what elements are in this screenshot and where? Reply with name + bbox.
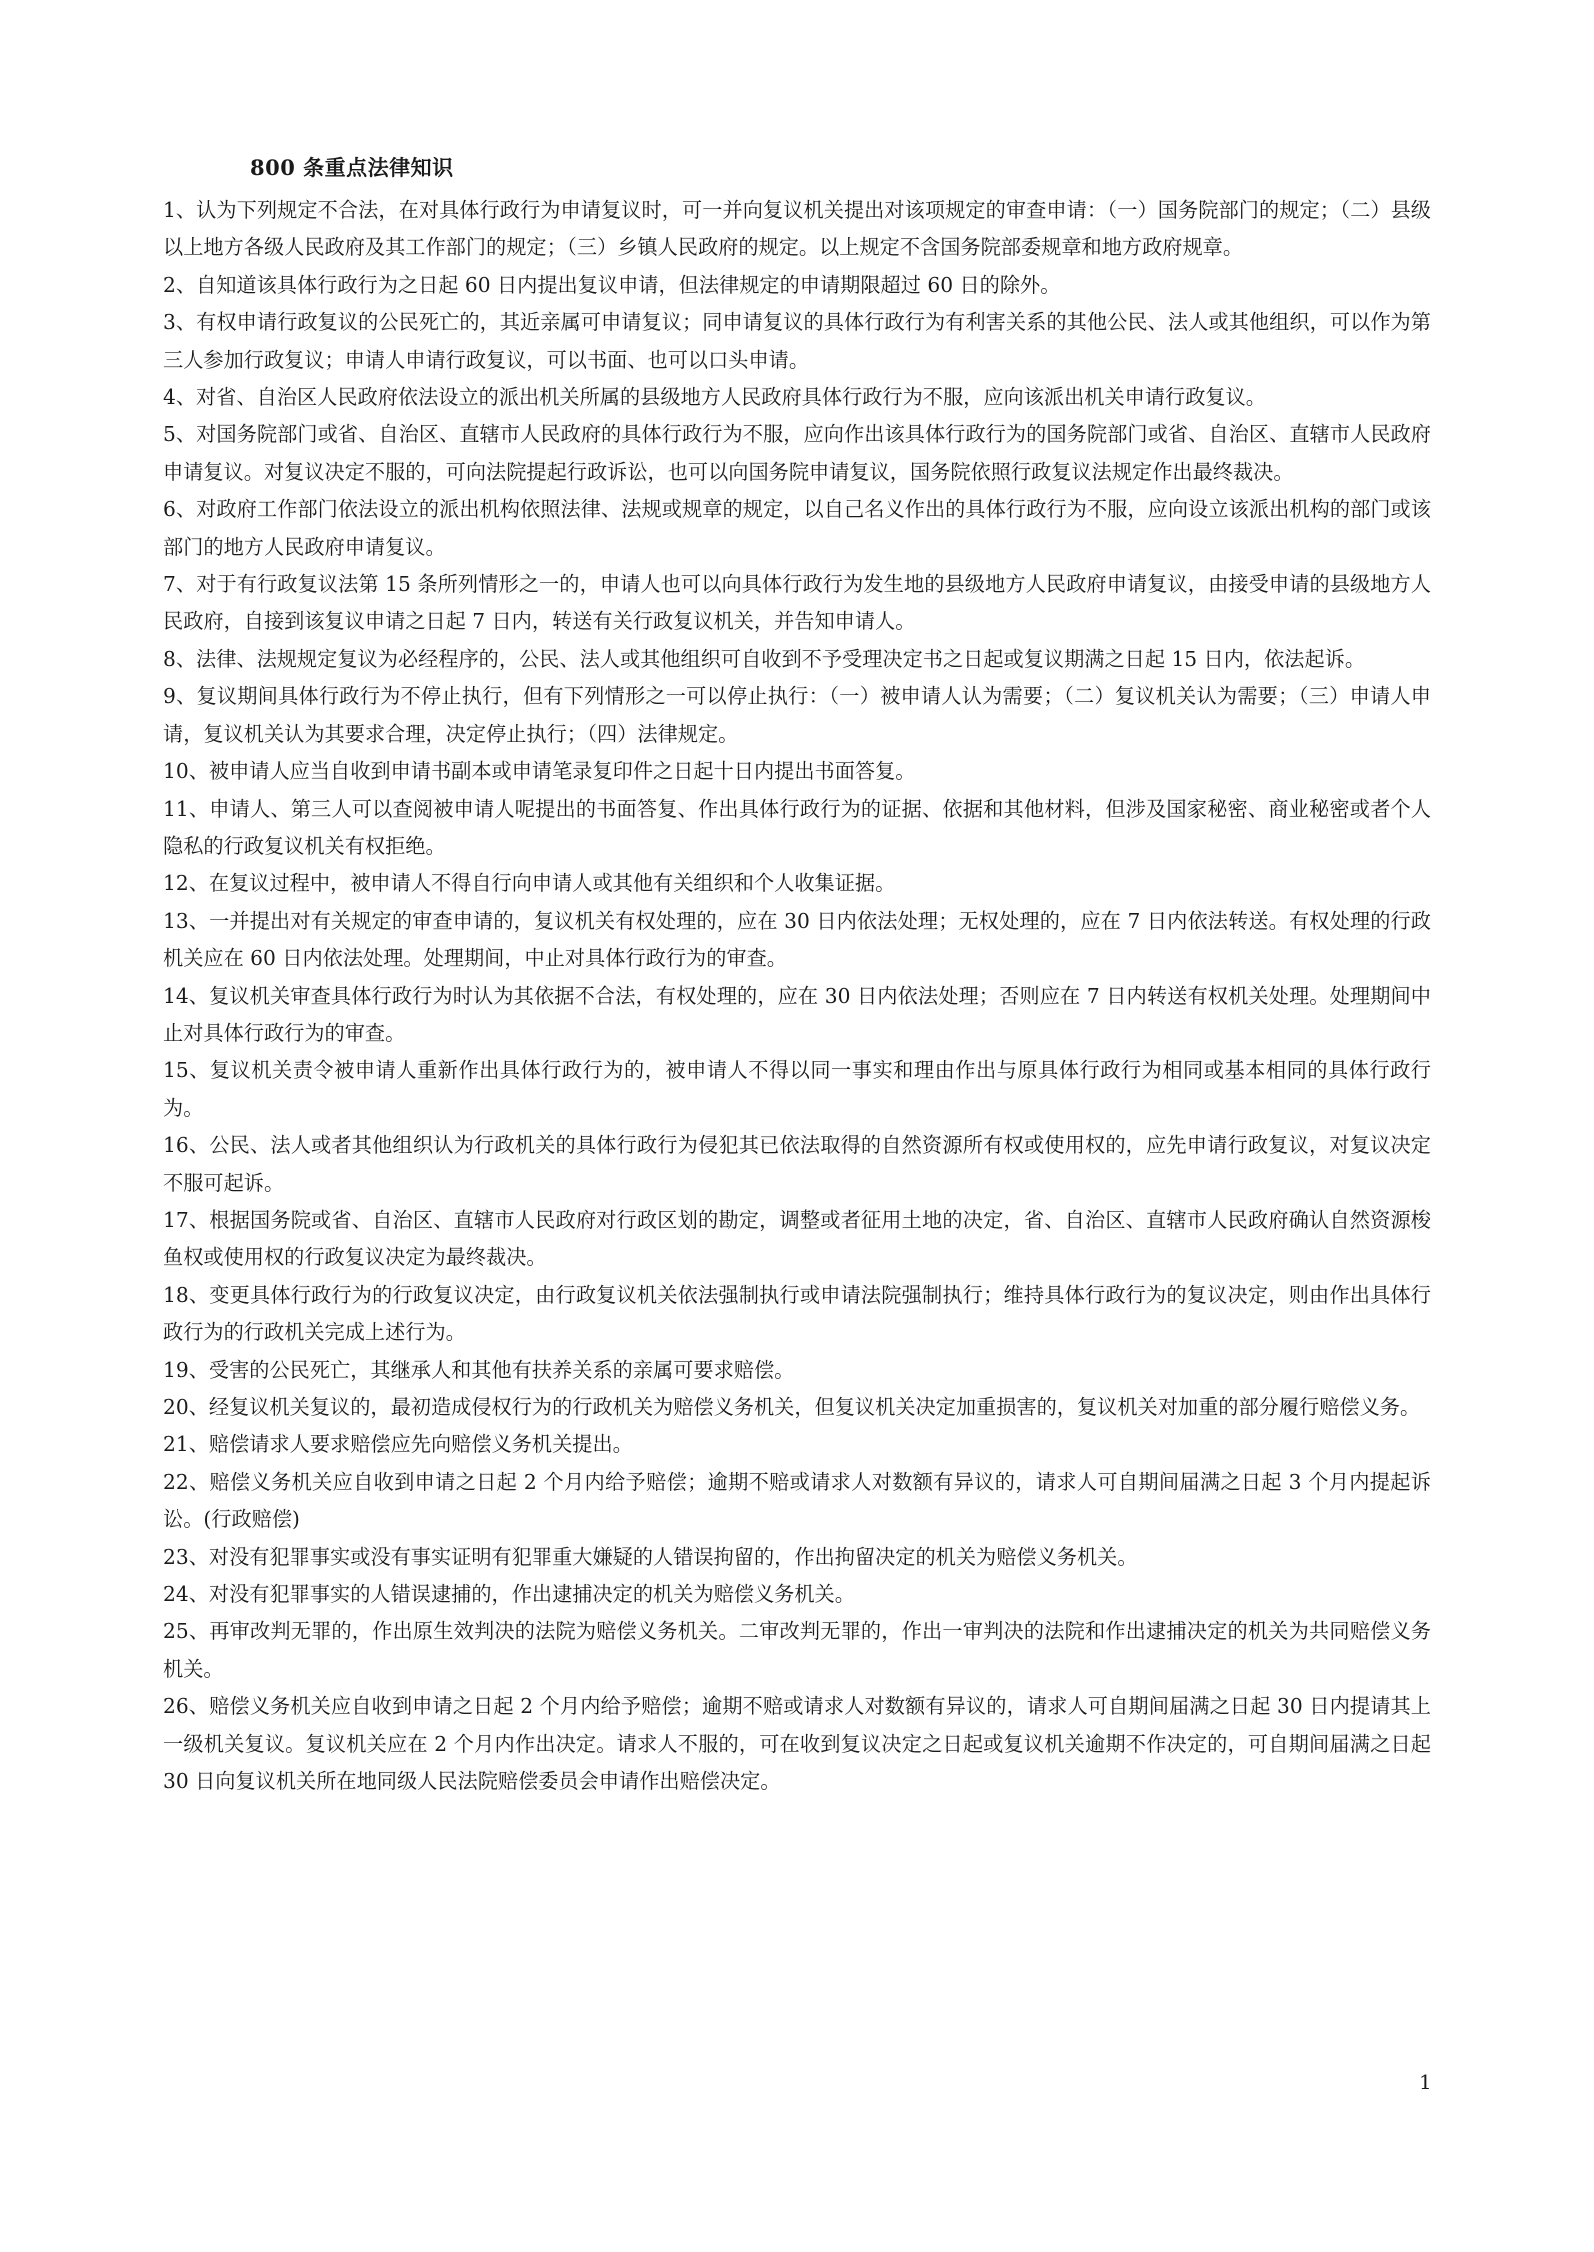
paragraph-8: 8、法律、法规规定复议为必经程序的，公民、法人或其他组织可自收到不予受理决定书之日起或复议期满之日起 15 日内，依法起诉。: [163, 646, 1366, 671]
paragraph-2: 2、自知道该具体行政行为之日起 60 日内提出复议申请，但法律规定的申请期限超过 60 日的除外。: [163, 272, 1061, 297]
paragraph-10: 10、被申请人应当自收到申请书副本或申请笔录复印件之日起十日内提出书面答复。: [163, 759, 916, 784]
paragraph-12: 12、在复议过程中，被申请人不得自行向申请人或其他有关组织和个人收集证据。: [163, 871, 896, 896]
document-body: [163, 192, 1431, 1800]
paragraph-3: 3、有权申请行政复议的公民死亡的，其近亲属可申请复议；同申请复议的具体行政行为有利害关系的其他公民、法人或其他组织，可以作为第三人参加行政复议；申请人申请行政复议，可以书面、也可以口头申请。: [163, 310, 1431, 372]
paragraph-9: 9、复议期间具体行政行为不停止执行，但有下列情形之一可以停止执行：（一）被申请人认为需要；（二）复议机关认为需要；（三）申请人申请，复议机关认为其要求合理，决定停止执行；（四）法律规定。: [163, 684, 1431, 746]
paragraph-26: 26、赔偿义务机关应自收到申请之日起 2 个月内给予赔偿；逾期不赔或请求人对数额有异议的，请求人可自期间届满之日起 30 日内提请其上一级机关复议。复议机关应在 2 个月内作出决定。请求人不服的，可在收到复议决定之日起或复议机关逾期不作决定的，可自期间届满之日起 30 日向复议机关所在地同级人民法院赔偿委员会申请作出赔偿决定。: [163, 1694, 1431, 1794]
document-title: 800 条重点法律知识: [250, 155, 454, 180]
paragraph-14: 14、复议机关审查具体行政行为时认为其依据不合法，有权处理的，应在 30 日内依法处理；否则应在 7 日内转送有权机关处理。处理期间中止对具体行政行为的审查。: [163, 983, 1431, 1045]
paragraph-17: 17、根据国务院或省、自治区、直辖市人民政府对行政区划的勘定，调整或者征用土地的决定，省、自治区、直辖市人民政府确认自然资源梭鱼权或使用权的行政复议决定为最终裁决。: [163, 1207, 1431, 1270]
paragraph-18: 18、变更具体行政行为的行政复议决定，由行政复议机关依法强制执行或申请法院强制执行；维持具体行政行为的复议决定，则由作出具体行政行为的行政机关完成上述行为。: [163, 1282, 1431, 1345]
paragraph-24: 24、对没有犯罪事实的人错误逮捕的，作出逮捕决定的机关为赔偿义务机关。: [163, 1582, 855, 1607]
paragraph-16: 16、公民、法人或者其他组织认为行政机关的具体行政行为侵犯其已依法取得的自然资源所有权或使用权的，应先申请行政复议，对复议决定不服可起诉。: [163, 1133, 1431, 1195]
paragraph-7: 7、对于有行政复议法第 15 条所列情形之一的，申请人也可以向具体行政行为发生地的县级地方人民政府申请复议，由接受申请的县级地方人民政府，自接到该复议申请之日起 7 日内，转送有关行政复议机关，并告知申请人。: [163, 572, 1431, 634]
page-number: 1: [1419, 2070, 1432, 2094]
paragraph-4: 4、对省、自治区人民政府依法设立的派出机关所属的县级地方人民政府具体行政行为不服，应向该派出机关申请行政复议。: [163, 385, 1266, 410]
paragraph-13: 13、一并提出对有关规定的审查申请的，复议机关有权处理的，应在 30 日内依法处理；无权处理的，应在 7 日内依法转送。有权处理的行政机关应在 60 日内依法处理。处理期间，中止对具体行政行为的审查。: [163, 908, 1431, 971]
paragraph-15: 15、复议机关责令被申请人重新作出具体行政行为的，被申请人不得以同一事实和理由作出与原具体行政行为相同或基本相同的具体行政行为。: [163, 1058, 1431, 1120]
paragraph-6: 6、对政府工作部门依法设立的派出机构依照法律、法规或规章的规定，以自己名义作出的具体行政行为不服，应向设立该派出机构的部门或该部门的地方人民政府申请复议。: [163, 497, 1431, 559]
paragraph-22: 22、赔偿义务机关应自收到申请之日起 2 个月内给予赔偿；逾期不赔或请求人对数额有异议的，请求人可自期间届满之日起 3 个月内提起诉讼。(行政赔偿): [163, 1469, 1431, 1532]
paragraph-5: 5、对国务院部门或省、自治区、直辖市人民政府的具体行政行为不服，应向作出该具体行政行为的国务院部门或省、自治区、直辖市人民政府申请复议。对复议决定不服的，可向法院提起行政诉讼，也可以向国务院申请复议，国务院依照行政复议法规定作出最终裁决。: [163, 422, 1431, 484]
paragraph-11: 11、申请人、第三人可以查阅被申请人呢提出的书面答复、作出具体行政行为的证据、依据和其他材料，但涉及国家秘密、商业秘密或者个人隐私的行政复议机关有权拒绝。: [163, 796, 1431, 858]
paragraph-25: 25、再审改判无罪的，作出原生效判决的法院为赔偿义务机关。二审改判无罪的，作出一审判决的法院和作出逮捕决定的机关为共同赔偿义务机关。: [163, 1619, 1431, 1681]
paragraph-20: 20、经复议机关复议的，最初造成侵权行为的行政机关为赔偿义务机关，但复议机关决定加重损害的，复议机关对加重的部分履行赔偿义务。: [163, 1395, 1421, 1419]
paragraph-19: 19、受害的公民死亡，其继承人和其他有扶养关系的亲属可要求赔偿。: [163, 1357, 795, 1382]
paragraph-23: 23、对没有犯罪事实或没有事实证明有犯罪重大嫌疑的人错误拘留的，作出拘留决定的机关为赔偿义务机关。: [163, 1544, 1138, 1569]
paragraph-21: 21、赔偿请求人要求赔偿应先向赔偿义务机关提出。: [163, 1432, 633, 1457]
paragraph-1: 1、认为下列规定不合法，在对具体行政行为申请复议时，可一并向复议机关提出对该项规定的审查申请：（一）国务院部门的规定；（二）县级以上地方各级人民政府及其工作部门的规定；（三）乡镇人民政府的规定。以上规定不含国务院部委规章和地方政府规章。: [163, 198, 1431, 260]
